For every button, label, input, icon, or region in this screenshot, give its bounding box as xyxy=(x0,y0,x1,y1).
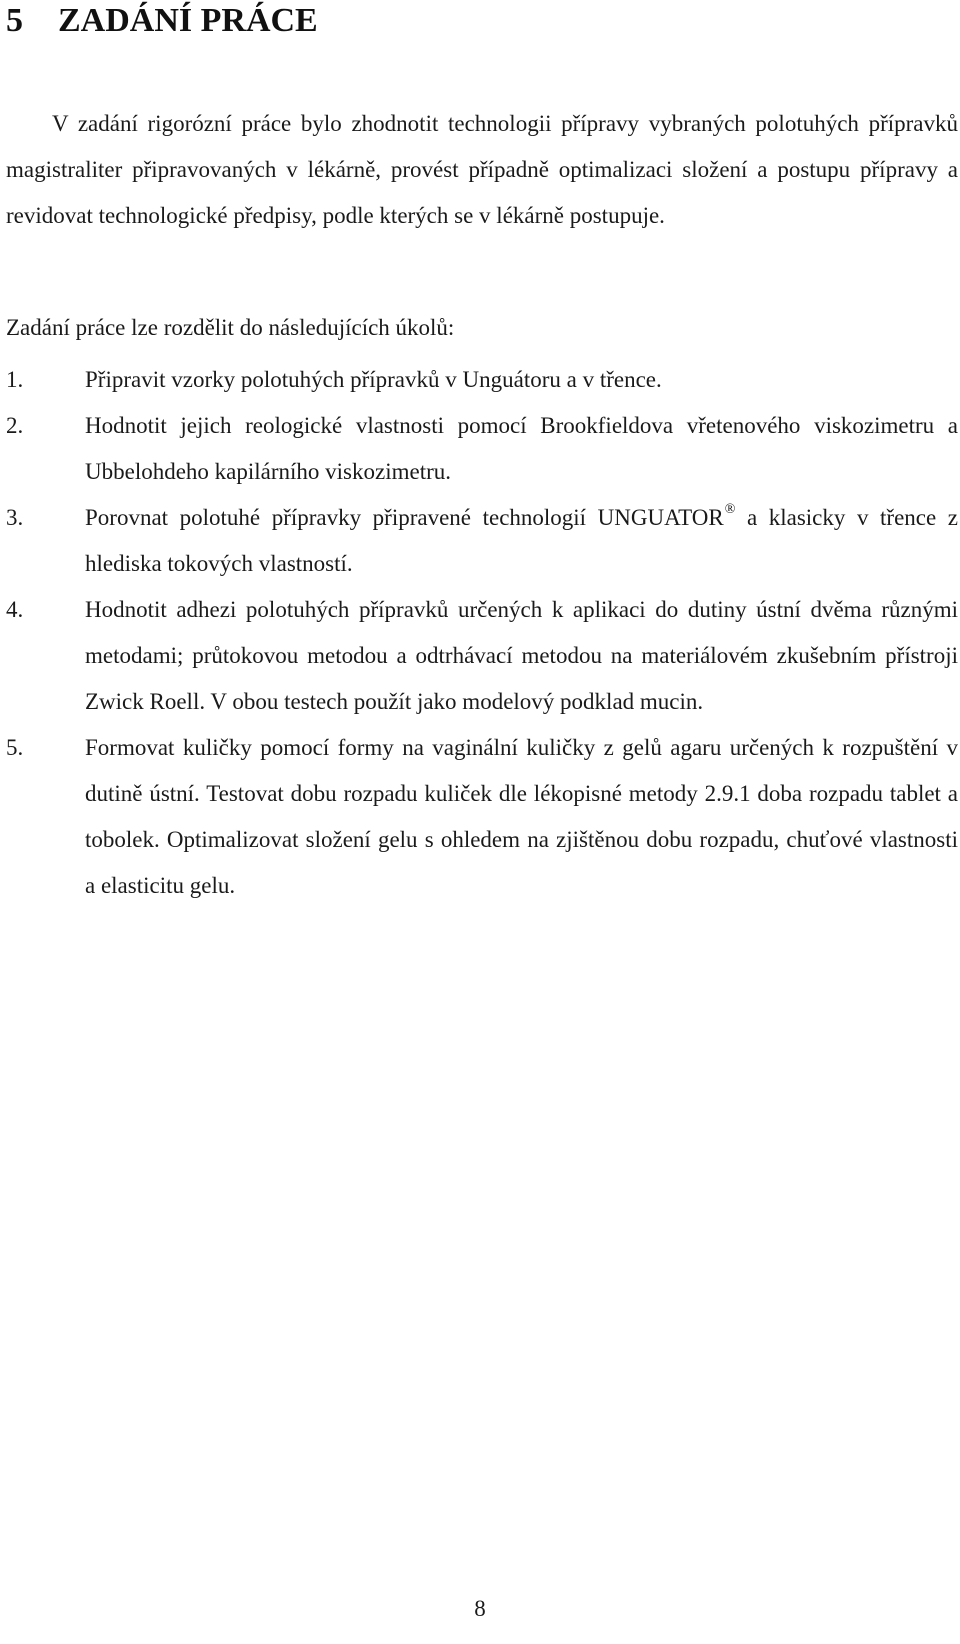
task-text xyxy=(85,495,958,587)
task-number: 3. xyxy=(6,505,24,530)
task-list xyxy=(6,357,958,909)
task-item xyxy=(6,403,958,495)
task-number: 2. xyxy=(6,413,24,438)
task-text-after-mark: a klasicky v třence z hlediska tokových vlastností. xyxy=(85,505,958,576)
task-text: Připravit vzorky polotuhých přípravků v Unguátoru a v třence. xyxy=(85,367,662,392)
intro-paragraph: V zadání rigorózní práce bylo zhodnotit technologii přípravy vybraných polotuhých přípravků magistraliter připravovaných v lékárně, provést případně optimalizaci složení a postupu přípravy a revidovat technologické předpisy, podle kterých se v lékárně postupuje. xyxy=(6,111,958,228)
task-number: 4. xyxy=(6,597,24,622)
task-number: 5. xyxy=(6,735,24,760)
page-number: 8 xyxy=(474,1596,486,1621)
task-list-lead: Zadání práce lze rozdělit do následujících úkolů: xyxy=(6,315,455,340)
task-text-before-mark: Porovnat polotuhé přípravky připravené technologií UNGUATOR xyxy=(85,505,724,530)
task-number: 1. xyxy=(6,367,24,392)
task-text: Formovat kuličky pomocí formy na vaginální kuličky z gelů agaru určených k rozpuštění v dutině ústní. Testovat dobu rozpadu kuliček dle lékopisné metody 2.9.1 doba rozpadu tablet a tobolek. Optimalizovat složení gelu s ohledem na zjištěnou dobu rozpadu, chuťové vlastnosti a elasticitu gelu. xyxy=(85,735,958,898)
section-heading xyxy=(6,0,318,42)
task-item xyxy=(6,495,958,587)
task-text: Hodnotit jejich reologické vlastnosti pomocí Brookfieldova vřetenového viskozimetru a Ubbelohdeho kapilárního viskozimetru. xyxy=(85,413,958,484)
section-title: ZADÁNÍ PRÁCE xyxy=(58,2,318,39)
registered-trademark-mark: ® xyxy=(724,502,736,517)
task-item xyxy=(6,587,958,725)
task-item xyxy=(6,357,958,403)
section-number: 5 xyxy=(6,2,23,39)
task-item xyxy=(6,725,958,909)
task-text: Hodnotit adhezi polotuhých přípravků určených k aplikaci do dutiny ústní dvěma různými metodami; průtokovou metodou a odtrhávací metodou na materiálovém zkušebním přístroji Zwick Roell. V obou testech použít jako modelový podklad mucin. xyxy=(85,597,958,714)
